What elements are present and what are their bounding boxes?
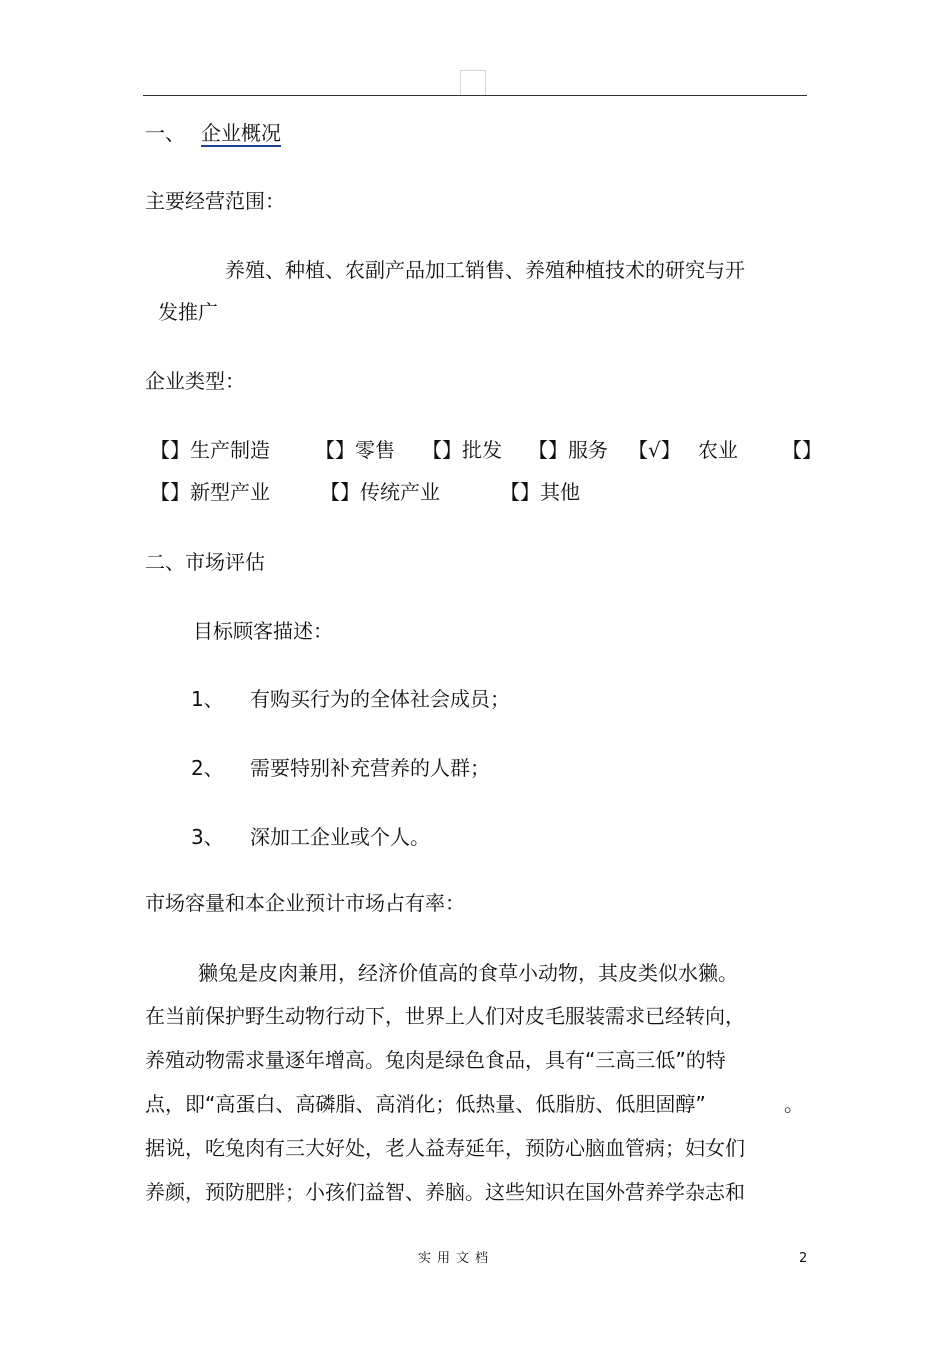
paragraph-line: 养颜，预防肥胖；小孩们益智、养脑。这些知识在国外营养学杂志和 bbox=[145, 1180, 745, 1204]
footer-text: 实用文档 bbox=[418, 1251, 495, 1266]
type-option-checked: 【√】 bbox=[628, 438, 681, 462]
type-option: 【】批发 bbox=[422, 438, 502, 462]
list-item: 需要特别补充营养的人群； bbox=[250, 756, 490, 780]
list-number: 3、 bbox=[191, 825, 224, 849]
scope-line: 养殖、种植、农副产品加工销售、养殖种植技术的研究与开 bbox=[225, 258, 745, 282]
section-title-link[interactable]: 企业概况 bbox=[201, 121, 281, 145]
section-number: 一、 bbox=[145, 121, 185, 145]
type-option: 【】 bbox=[782, 438, 822, 462]
type-option: 【】其他 bbox=[500, 480, 580, 504]
paragraph-line: 点，即“高蛋白、高磷脂、高消化；低热量、低脂肪、低胆固醇” bbox=[145, 1092, 706, 1116]
type-option: 【】服务 bbox=[528, 438, 608, 462]
scope-label: 主要经营范围： bbox=[145, 189, 285, 213]
type-label: 企业类型： bbox=[145, 369, 245, 393]
paragraph-line: 据说，吃兔肉有三大好处，老人益寿延年，预防心脑血管病；妇女们 bbox=[145, 1136, 745, 1160]
type-option: 【】生产制造 bbox=[150, 438, 270, 462]
scope-line: 发推广 bbox=[158, 300, 218, 324]
list-number: 1、 bbox=[191, 687, 224, 711]
list-item: 有购买行为的全体社会成员； bbox=[250, 687, 510, 711]
paragraph-line: 养殖动物需求量逐年增高。兔肉是绿色食品，具有“三高三低”的特 bbox=[145, 1048, 726, 1072]
paragraph-trail: 。 bbox=[784, 1092, 804, 1116]
type-option: 【】新型产业 bbox=[150, 480, 270, 504]
paragraph-line: 在当前保护野生动物行动下，世界上人们对皮毛服装需求已经转向， bbox=[145, 1004, 745, 1028]
list-item: 深加工企业或个人。 bbox=[250, 825, 430, 849]
market-label: 市场容量和本企业预计市场占有率： bbox=[145, 891, 465, 915]
type-option: 【】传统产业 bbox=[320, 480, 440, 504]
type-option: 【】零售 bbox=[315, 438, 395, 462]
list-number: 2、 bbox=[191, 756, 224, 780]
section-title: 二、市场评估 bbox=[145, 550, 265, 574]
page-number: 2 bbox=[799, 1251, 808, 1266]
target-label: 目标顾客描述： bbox=[193, 619, 333, 643]
header-rule bbox=[143, 95, 807, 96]
type-option: 农业 bbox=[698, 438, 738, 462]
header-mark bbox=[460, 70, 486, 95]
paragraph-line: 獭兔是皮肉兼用，经济价值高的食草小动物，其皮类似水獭。 bbox=[198, 961, 738, 985]
